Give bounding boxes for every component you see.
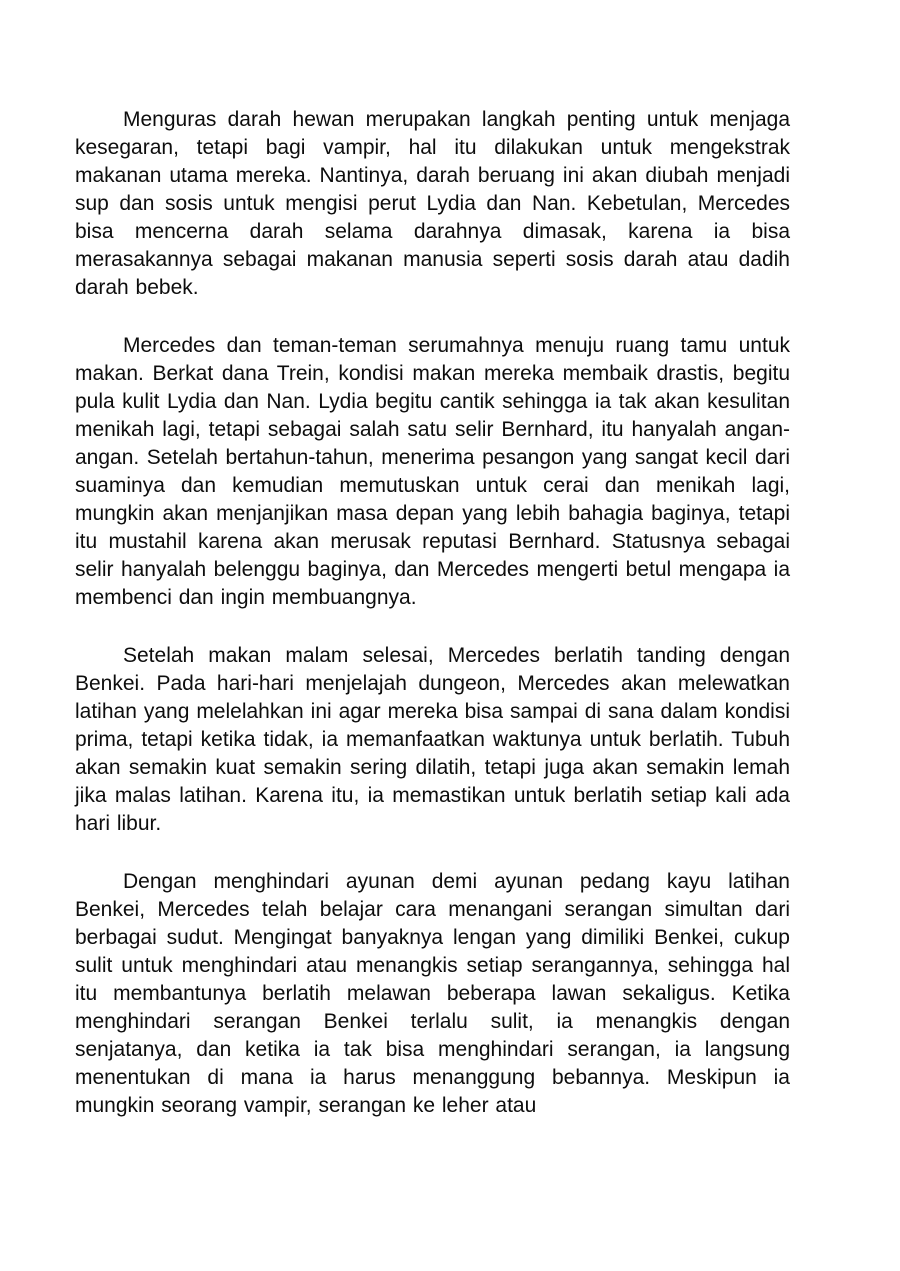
paragraph-2: Mercedes dan teman-teman serumahnya menuju ruang tamu untuk makan. Berkat dana Trein, kondisi makan mereka membaik drastis, begitu pula kulit Lydia dan Nan. Lydia begitu cantik sehingga ia tak akan kesulitan menikah lagi, tetapi sebagai salah satu selir Bernhard, itu hanyalah angan-angan. Setelah bertahun-tahun, menerima pesangon yang sangat kecil dari suaminya dan kemudian memutuskan untuk cerai dan menikah lagi, mungkin akan menjanjikan masa depan yang lebih bahagia baginya, tetapi itu mustahil karena akan merusak reputasi Bernhard. Statusnya sebagai selir hanyalah belenggu baginya, dan Mercedes mengerti betul mengapa ia membenci dan ingin membuangnya. bbox=[75, 334, 790, 609]
paragraph-4: Dengan menghindari ayunan demi ayunan pedang kayu latihan Benkei, Mercedes telah belajar cara menangani serangan simultan dari berbagai sudut. Mengingat banyaknya lengan yang dimiliki Benkei, cukup sulit untuk menghindari atau menangkis setiap serangannya, sehingga hal itu membantunya berlatih melawan beberapa lawan sekaligus. Ketika menghindari serangan Benkei terlalu sulit, ia menangkis dengan senjatanya, dan ketika ia tak bisa menghindari serangan, ia langsung menentukan di mana ia harus menanggung bebannya. Meskipun ia mungkin seorang vampir, serangan ke leher atau bbox=[75, 870, 790, 1117]
paragraph-1: Menguras darah hewan merupakan langkah penting untuk menjaga kesegaran, tetapi bagi vampir, hal itu dilakukan untuk mengekstrak makanan utama mereka. Nantinya, darah beruang ini akan diubah menjadi sup dan sosis untuk mengisi perut Lydia dan Nan. Kebetulan, Mercedes bisa mencerna darah selama darahnya dimasak, karena ia bisa merasakannya sebagai makanan manusia seperti sosis darah atau dadih darah bebek. bbox=[75, 108, 790, 299]
paragraph-3: Setelah makan malam selesai, Mercedes berlatih tanding dengan Benkei. Pada hari-hari menjelajah dungeon, Mercedes akan melewatkan latihan yang melelahkan ini agar mereka bisa sampai di sana dalam kondisi prima, tetapi ketika tidak, ia memanfaatkan waktunya untuk berlatih. Tubuh akan semakin kuat semakin sering dilatih, tetapi juga akan semakin lemah jika malas latihan. Karena itu, ia memastikan untuk berlatih setiap kali ada hari libur. bbox=[75, 644, 790, 835]
